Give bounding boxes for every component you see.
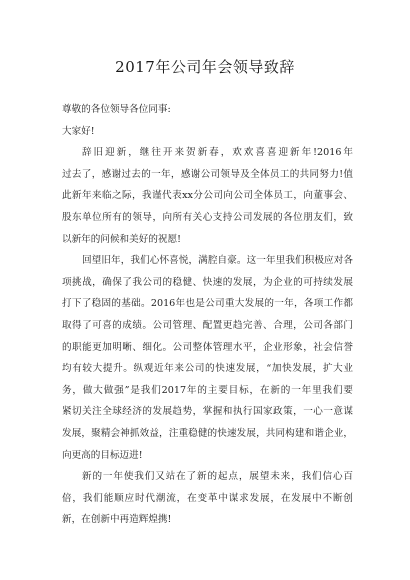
paragraph-3-line-1: 新的一年使我们又站在了新的起点，展望未来，我们信心百 xyxy=(82,471,353,483)
paragraph-1-line-5: 以新年的问候和美好的祝愿! xyxy=(62,233,181,245)
document-body xyxy=(62,99,353,531)
paragraph-2-line-1: 回望旧年，我们心怀喜悦，满腔自豪。这一年里我们积极应对各 xyxy=(82,255,353,267)
paragraph-2-line-4: 取得了可喜的成绩。公司管理、配置更趋完善、合理，公司各部门 xyxy=(62,319,353,331)
paragraph-2-line-10: 向更高的目标迈进! xyxy=(62,449,143,461)
paragraph-2-line-7: 务，做大做强”是我们2017年的主要目标，在新的一年里我们要 xyxy=(62,384,353,396)
paragraph-2-line-9: 发展，聚精会神抓效益，注重稳健的快速发展，共同构建和谐企业， xyxy=(62,427,353,439)
paragraph-1-line-4: 股东单位所有的领导，向所有关心支持公司发展的各位朋友们，致 xyxy=(62,211,353,223)
paragraph-1-line-3: 此新年来临之际，我谨代表xx分公司向公司全体员工，向董事会、 xyxy=(62,190,353,202)
document-title: 2017年公司年会领导致辞 xyxy=(115,58,295,76)
greeting: 大家好! xyxy=(62,125,95,137)
paragraph-2-line-3: 打下了稳固的基础。2016年也是公司重大发展的一年，各项工作都 xyxy=(62,298,353,310)
paragraph-2-line-6: 均有较大提升。纵观近年来公司的快速发展，“加快发展，扩大业 xyxy=(62,363,353,375)
salutation: 尊敬的各位领导各位同事: xyxy=(62,104,171,115)
paragraph-2-line-5: 的职能更加明晰、细化。公司整体管理水平，企业形象，社会信誉 xyxy=(62,341,353,353)
paragraph-3-line-2: 倍，我们能顺应时代潮流，在变革中谋求发展，在发展中不断创 xyxy=(62,492,353,504)
paragraph-2-line-8: 紧切关注全球经济的发展趋势，掌握和执行国家政策，一心一意谋 xyxy=(62,406,353,418)
paragraph-3-line-3: 新，在创新中再造辉煌携! xyxy=(62,514,172,526)
paragraph-1-line-1: 辞旧迎新，继往开来贺新春，欢欢喜喜迎新年!2016年 xyxy=(82,147,353,159)
paragraph-2-line-2: 项挑战，确保了我公司的稳健、快速的发展，为企业的可持续发展 xyxy=(62,276,353,288)
paragraph-1-line-2: 过去了，感谢过去的一年，感谢公司领导及全体员工的共同努力!值 xyxy=(62,168,353,180)
